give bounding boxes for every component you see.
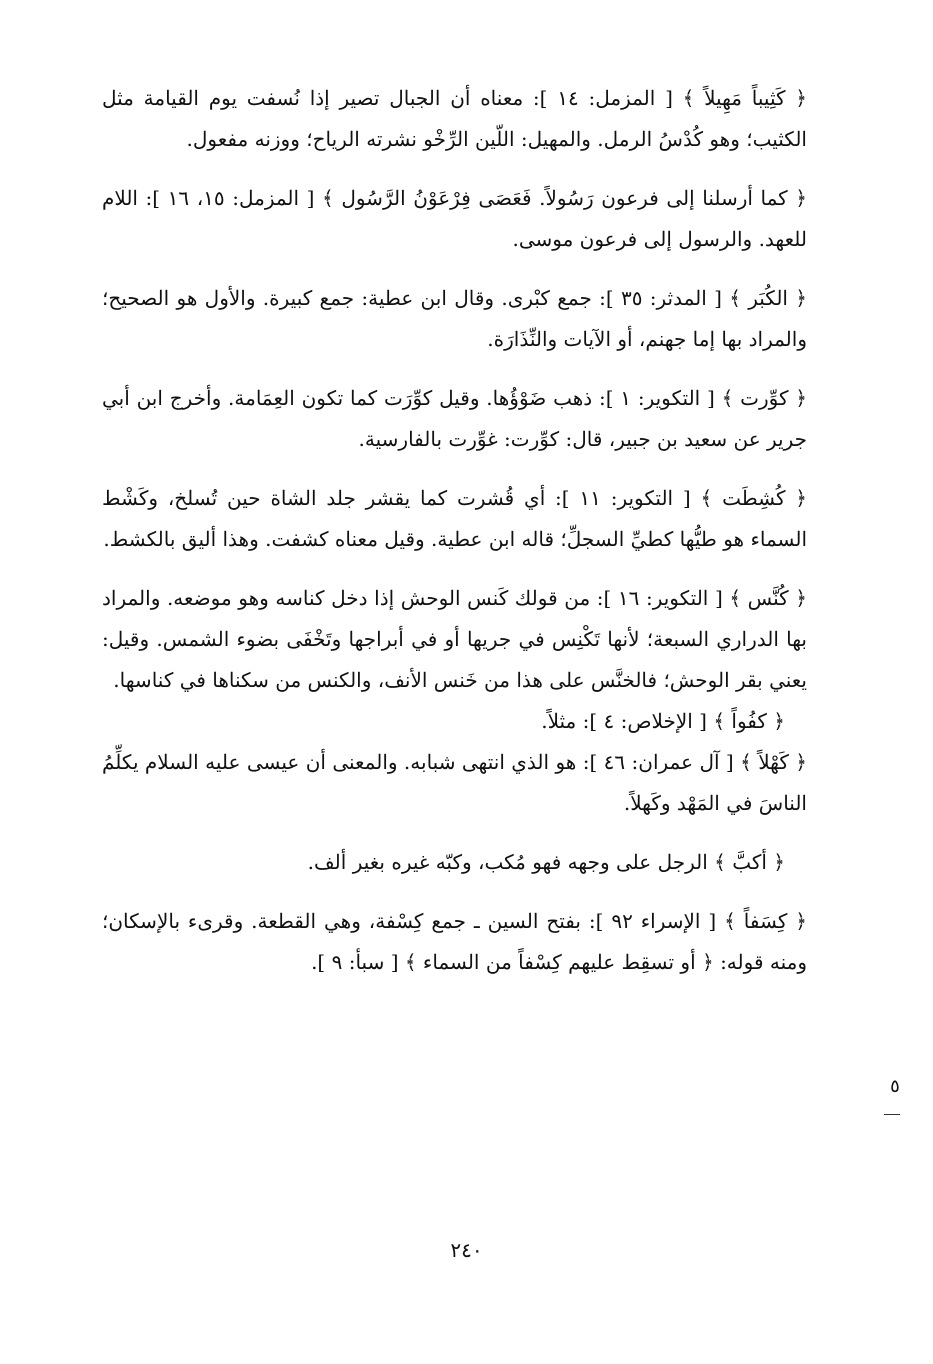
entry-kushitat: ﴿ كُشِطَت ﴾ [ التكوير: ١١ ]: أي قُشرت كما يقشر جلد الشاة حين تُسلخ، وكَشْط السماء هو طيُّها كطيِّ السجلِّ؛ قاله ابن عطية. وقيل معناه كشفت. وهذا أليق بالكشط. [102, 486, 807, 551]
margin-note: ٥ [890, 1076, 900, 1097]
entry-kathiban-mahila: ﴿ كَثِيباً مَهِيلاً ﴾ [ المزمل: ١٤ ]: معناه أن الجبال تصير إذا نُسفت يوم القيامة مثل الكثيب؛ وهو كُدْسُ الرمل. والمهيل: اللّين الرِّخْو نشرته الرياح؛ ووزنه مفعول. [102, 86, 807, 151]
entry-kunnas: ﴿ كُنَّس ﴾ [ التكوير: ١٦ ]: من قولك كَنس الوحش إذا دخل كناسه وهو موضعه. والمراد بها الدراري السبعة؛ لأنها تَكْنِس في جريها أو في أبراجها وتَخْفَى بضوء الشمس. وقيل: يعني بقر الوحش؛ فالخنَّس على هذا من خَنس الأنف، والكنس من سكناها في كناسها. [102, 586, 807, 692]
page-number: ٢٤٠ [450, 1238, 483, 1262]
entry-al-kubar: ﴿ الكُبَر ﴾ [ المدثر: ٣٥ ]: جمع كبْرى. وقال ابن عطية: جمع كبيرة. والأول هو الصحيح؛ والمراد بها إما جهنم، أو الآيات والنِّذَارَة. [102, 286, 808, 351]
page-body [102, 78, 807, 1001]
entry-kama-arsalna: ﴿ كما أرسلنا إلى فرعون رَسُولاً. فَعَصَى فِرْعَوْنُ الرَّسُول ﴾ [ المزمل: ١٥، ١٦ ]: اللام للعهد. والرسول إلى فرعون موسى. [102, 186, 807, 251]
entry-kisafan: ﴿ كِسَفاً ﴾ [ الإسراء ٩٢ ]: بفتح السين ـ جمع كِسْفة، وهي القطعة. وقرىء بالإسكان؛ ومنه قوله: ﴿ أو تسقِط عليهم كِسْفاً من السماء ﴾ [ سبأ: ٩ ]. [102, 909, 807, 974]
entry-akabba: ﴿ أكبَّ ﴾ الرجل على وجهه فهو مُكب، وكبّه غيره بغير ألف. [307, 850, 785, 874]
entry-kufuwan: ﴿ كفُواً ﴾ [ الإخلاص: ٤ ]: مثلاً. [541, 709, 785, 733]
entry-kahlan: ﴿ كَهْلاً ﴾ [ آل عمران: ٤٦ ]: هو الذي انتهى شبابه. والمعنى أن عيسى عليه السلام يكلِّمُ الناسَ في المَهْد وكَهلاً. [102, 750, 807, 815]
margin-dash [884, 1114, 900, 1115]
entry-kuwwirat: ﴿ كوِّرت ﴾ [ التكوير: ١ ]: ذهب ضَوْؤُها. وقيل كوِّرَت كما تكون العِمَامة. وأخرج ابن أبي جرير عن سعيد بن جبير، قال: كوِّرت: غوِّرت بالفارسية. [102, 386, 807, 451]
